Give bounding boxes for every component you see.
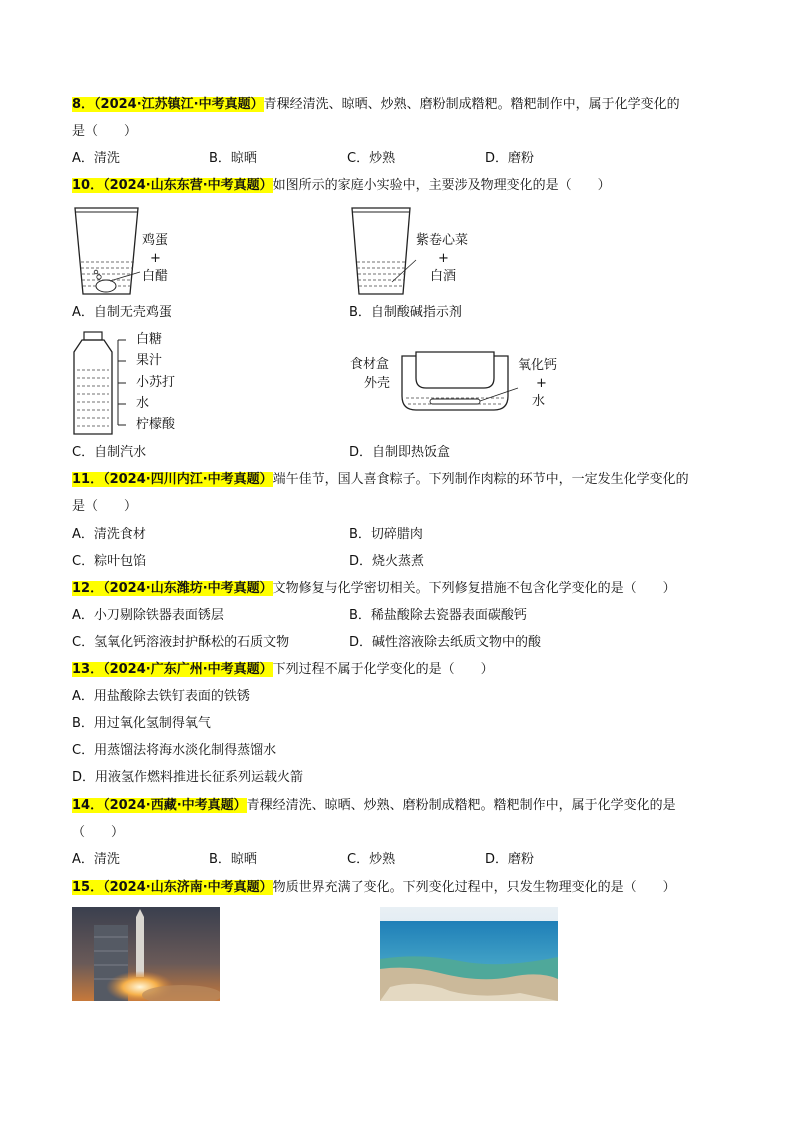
q14-option-c: C．炒熟 <box>347 852 396 867</box>
q10-source-tag: 10．（2024·山东东营·中考真题） <box>72 178 273 193</box>
q14-option-d: D．磨粉 <box>485 852 535 867</box>
fig-d-label-cao: 氧化钙 <box>518 358 558 373</box>
q14-stem-line1: 14．（2024·西藏·中考真题）青稞经清洗、晾晒、炒熟、磨粉制成糌粑。糌粑制作中，属于化学变化的是 <box>72 798 676 813</box>
q11-option-c: C．粽叶包馅 <box>72 554 147 569</box>
q13-option-b: B．用过氧化氢制得氧气 <box>72 716 211 731</box>
fig-b-label-cabbage: 紫卷心菜 <box>416 233 469 248</box>
q15-source-tag: 15．（2024·山东济南·中考真题） <box>72 880 273 895</box>
q10-option-b: B．自制酸碱指示剂 <box>349 305 462 320</box>
figure-self-heating-box <box>400 348 520 418</box>
q12-option-b: B．稀盐酸除去瓷器表面碳酸钙 <box>349 608 527 623</box>
q12-source-tag: 12．（2024·山东潍坊·中考真题） <box>72 581 273 596</box>
q11-option-d: D．烧火蒸煮 <box>349 554 425 569</box>
fig-d-label-water: 水 <box>532 394 546 409</box>
fig-d-plus: + <box>536 376 547 391</box>
q12-option-c: C．氢氧化钙溶液封护酥松的石质文物 <box>72 635 290 650</box>
fig-c-label-water: 水 <box>136 396 150 411</box>
q13-source-tag: 13．（2024·广东广州·中考真题） <box>72 662 273 677</box>
figure-soda-bottle <box>72 330 142 440</box>
fig-c-label-citric-acid: 柠檬酸 <box>136 417 176 432</box>
q13-stem: 13．（2024·广东广州·中考真题）下列过程不属于化学变化的是（ ） <box>72 662 494 677</box>
q11-option-b: B．切碎腊肉 <box>349 527 423 542</box>
q12-option-a: A．小刀剔除铁器表面锈层 <box>72 608 224 623</box>
fig-b-label-liquor: 白酒 <box>430 269 457 284</box>
q15-stem: 15．（2024·山东济南·中考真题）物质世界充满了变化。下列变化过程中，只发生物理变化的是（ ） <box>72 880 676 895</box>
fig-c-label-baking-soda: 小苏打 <box>136 375 176 390</box>
fig-b-plus: + <box>438 251 449 266</box>
q10-option-a: A．自制无壳鸡蛋 <box>72 305 172 320</box>
q14-option-a: A．清洗 <box>72 852 120 867</box>
fig-a-label-egg: 鸡蛋 <box>142 233 169 248</box>
q10-option-c: C．自制汽水 <box>72 445 147 460</box>
fig-c-label-sugar: 白糖 <box>136 332 163 347</box>
q13-option-a: A．用盐酸除去铁钉表面的铁锈 <box>72 689 250 704</box>
q8-option-c: C．炒熟 <box>347 151 396 166</box>
q12-stem: 12．（2024·山东潍坊·中考真题）文物修复与化学密切相关。下列修复措施不包含化学变化的是（ ） <box>72 581 676 596</box>
q8-stem-line1: 8．（2024·江苏镇江·中考真题）青稞经清洗、晾晒、炒熟、磨粉制成糌粑。糌粑制作中，属于化学变化的 <box>72 97 680 112</box>
q8-source-tag: 8．（2024·江苏镇江·中考真题） <box>72 97 264 112</box>
fig-a-label-vinegar: 白醋 <box>142 269 169 284</box>
q10-stem: 10．（2024·山东东营·中考真题）如图所示的家庭小实验中，主要涉及物理变化的是（ ） <box>72 178 611 193</box>
fig-d-label-shell: 外壳 <box>364 376 391 391</box>
q11-stem-line2: 是（ ） <box>72 499 138 514</box>
q14-stem-line2: （ ） <box>72 825 125 840</box>
q14-option-b: B．晾晒 <box>209 852 257 867</box>
rocket-launch-photo <box>72 907 220 1001</box>
q8-stem-line2: 是（ ） <box>72 124 138 139</box>
seashore-photo <box>380 907 558 1001</box>
fig-c-label-juice: 果汁 <box>136 353 163 368</box>
q10-option-d: D．自制即热饭盒 <box>349 445 451 460</box>
q14-source-tag: 14．（2024·西藏·中考真题） <box>72 798 247 813</box>
q13-option-c: C．用蒸馏法将海水淡化制得蒸馏水 <box>72 743 277 758</box>
figure-cabbage-indicator <box>350 204 430 299</box>
q8-option-b: B．晾晒 <box>209 151 257 166</box>
fig-d-label-food-box: 食材盒 <box>350 357 390 372</box>
fig-a-plus: + <box>150 251 161 266</box>
q11-source-tag: 11．（2024·四川内江·中考真题） <box>72 472 273 487</box>
q8-option-d: D．磨粉 <box>485 151 535 166</box>
q13-option-d: D．用液氢作燃料推进长征系列运载火箭 <box>72 770 304 785</box>
q11-stem-line1: 11．（2024·四川内江·中考真题）端午佳节，国人喜食粽子。下列制作肉粽的环节中，一定发生化学变化的 <box>72 472 689 487</box>
q12-option-d: D．碱性溶液除去纸质文物中的酸 <box>349 635 542 650</box>
q8-option-a: A．清洗 <box>72 151 120 166</box>
q11-option-a: A．清洗食材 <box>72 527 146 542</box>
